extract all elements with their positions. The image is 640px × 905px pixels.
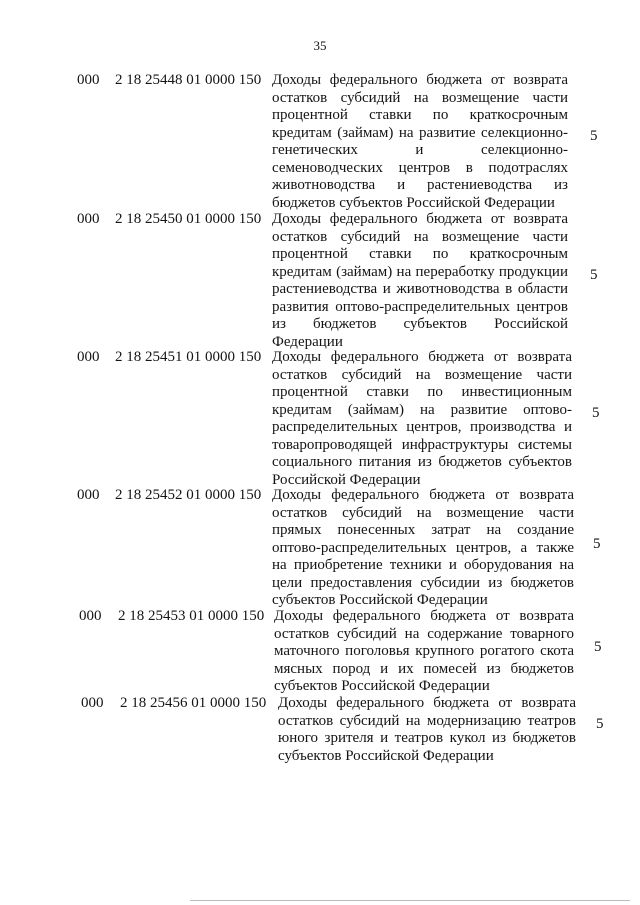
income-description: Доходы федерального бюджета от возврата остатков субсидий на модернизацию театров юного зрителя и театров кукол из бюджетов субъектов Российской Федерации (278, 695, 576, 764)
income-description: Доходы федерального бюджета от возврата остатков субсидий на возмещение части процентной ставки по инвестиционным кредитам (займам) на развитие оптово-распределительных центров, производства и товаропроводящей инфраструктуры системы социального питания из бюджетов субъектов Российской Федерации (272, 349, 572, 488)
income-description: Доходы федерального бюджета от возврата остатков субсидий на возмещение части прямых понесенных затрат на создание оптово-распределительных центров, а также на приобретение техники и оборудования на цели предоставления субсидии из бюджетов субъектов Российской Федерации (272, 487, 574, 608)
budget-classification-code: 2 18 25450 01 0000 150 (115, 211, 262, 227)
admin-code: 000 (77, 211, 100, 227)
admin-code: 000 (77, 487, 100, 503)
budget-classification-code: 2 18 25452 01 0000 150 (115, 487, 262, 503)
budget-classification-code: 2 18 25453 01 0000 150 (118, 608, 265, 624)
amount-value: 5 (594, 639, 602, 655)
amount-value: 5 (590, 267, 598, 283)
income-description: Доходы федерального бюджета от возврата остатков субсидий на содержание товарного маточного поголовья крупного рогатого скота мясных пород и их помесей из бюджетов субъектов Российской Федерации (274, 608, 574, 694)
amount-value: 5 (590, 128, 598, 144)
income-description: Доходы федерального бюджета от возврата остатков субсидий на возмещение части процентной ставки по краткосрочным кредитам (займам) на развитие селекционно-генетических и селекционно-семеноводческих центров в подотраслях животноводства и растениеводства из бюджетов субъектов Российской Федерации (272, 72, 568, 211)
admin-code: 000 (77, 349, 100, 365)
page-number: 35 (313, 38, 327, 53)
admin-code: 000 (81, 695, 104, 711)
budget-classification-code: 2 18 25451 01 0000 150 (115, 349, 262, 365)
budget-classification-code: 2 18 25456 01 0000 150 (120, 695, 267, 711)
amount-value: 5 (593, 536, 601, 552)
admin-code: 000 (79, 608, 102, 624)
budget-classification-code: 2 18 25448 01 0000 150 (115, 72, 262, 88)
admin-code: 000 (77, 72, 100, 88)
income-description: Доходы федерального бюджета от возврата остатков субсидий на возмещение части процентной ставки по краткосрочным кредитам (займам) на переработку продукции растениеводства и животноводства в области развития оптово-распределительных центров из бюджетов субъектов Российской Федерации (272, 211, 568, 350)
amount-value: 5 (596, 716, 604, 732)
scan-bottom-edge (190, 900, 630, 901)
amount-value: 5 (592, 405, 600, 421)
